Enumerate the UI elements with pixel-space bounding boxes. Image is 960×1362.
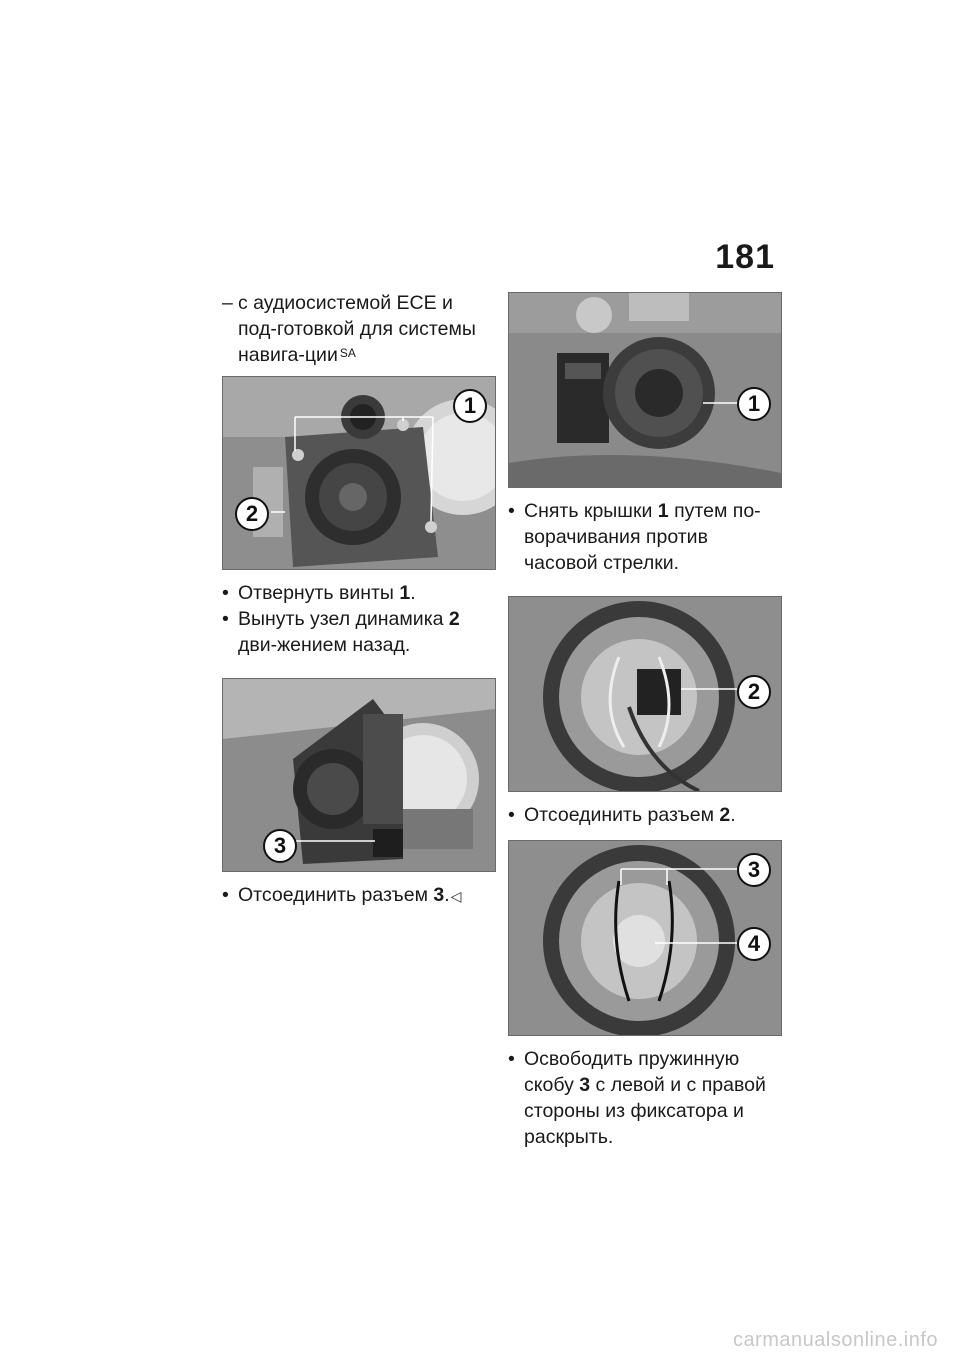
bullet-marker: • <box>222 582 229 604</box>
callout-3: 3 <box>263 829 297 863</box>
spring-clip-photo <box>508 840 782 1036</box>
step-text-end: . <box>730 804 736 826</box>
bullet-marker: • <box>508 500 515 522</box>
ref-number: 1 <box>399 582 411 604</box>
step-text-end: дви-жением назад. <box>238 634 411 656</box>
step-text: Снять крышки <box>524 500 658 522</box>
step-disconnect-2 <box>508 802 780 828</box>
step-unscrew <box>222 580 494 606</box>
step-text: Отвернуть винты <box>238 582 400 604</box>
cover-photo <box>508 292 782 488</box>
ref-number: 2 <box>719 804 731 826</box>
step-text: Освободить пружинную скобу <box>524 1048 740 1096</box>
page-number: 181 <box>715 238 775 276</box>
step-text: Отсоединить разъем <box>238 884 434 906</box>
step-text-end: . <box>410 582 416 604</box>
step-remove-speaker <box>222 606 494 658</box>
intro-text: с аудиосистемой ECE и под-готовкой для системы навига-ции <box>238 292 476 366</box>
cover-illustration <box>509 293 781 487</box>
end-of-section-icon: ◁ <box>450 888 462 904</box>
ref-number: 2 <box>448 608 460 630</box>
connector-photo-left <box>222 678 496 872</box>
bullet-marker: • <box>508 804 515 826</box>
callout-2: 2 <box>737 675 771 709</box>
callout-3: 3 <box>737 853 771 887</box>
ref-number: 3 <box>579 1074 591 1096</box>
dash-marker: – <box>222 292 233 314</box>
ref-number: 3 <box>433 884 445 906</box>
callout-2: 2 <box>235 497 269 531</box>
bulb-connector-photo <box>508 596 782 792</box>
callout-1: 1 <box>737 387 771 421</box>
step-text: Вынуть узел динамика <box>238 608 449 630</box>
step-release-clip <box>508 1046 780 1150</box>
step-disconnect-3 <box>222 882 494 909</box>
left-column <box>222 290 494 909</box>
step-remove-covers <box>508 498 780 576</box>
callout-4: 4 <box>737 927 771 961</box>
step-text-end: с левой и с правой стороны из фиксатора и раскрыть. <box>524 1074 766 1148</box>
bullet-marker: • <box>508 1048 515 1070</box>
step-text-end: . <box>444 884 450 906</box>
ref-number: 1 <box>657 500 669 522</box>
intro-item <box>222 290 494 368</box>
bullet-marker: • <box>222 608 229 630</box>
watermark: carmanualsonline.info <box>732 1329 938 1351</box>
step-text-end: путем по-ворачивания против часовой стрелки. <box>524 500 761 574</box>
step-text: Отсоединить разъем <box>524 804 720 826</box>
bullet-marker: • <box>222 884 229 906</box>
sa-superscript: SA <box>339 346 356 360</box>
speaker-photo <box>222 376 496 570</box>
right-column <box>508 292 780 1150</box>
callout-1: 1 <box>453 389 487 423</box>
